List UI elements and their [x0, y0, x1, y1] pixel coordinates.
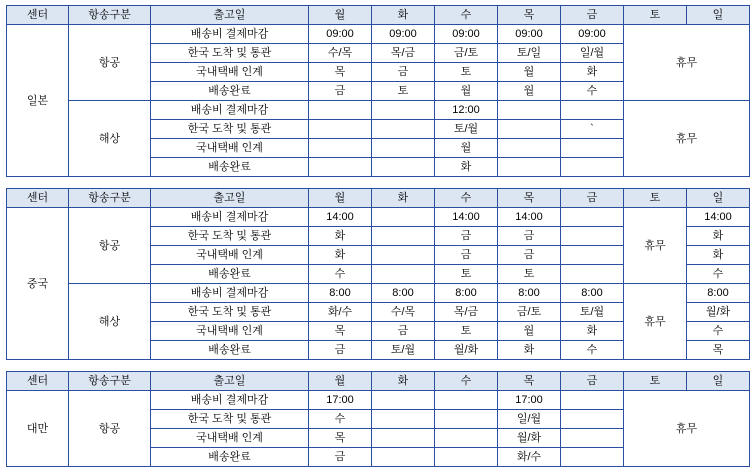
- cell-tue: 09:00: [372, 25, 435, 44]
- table-row: [7, 25, 750, 44]
- cell-fri: 수: [561, 341, 624, 360]
- cell-wed: [435, 429, 498, 448]
- header-tue: 화: [372, 372, 435, 391]
- header-thu: 목: [498, 189, 561, 208]
- cell-mon: 수/목: [309, 44, 372, 63]
- cell-mon: 목: [309, 322, 372, 341]
- schedule-table-japan: [6, 5, 750, 177]
- cell-tue: 수/목: [372, 303, 435, 322]
- header-sat: 토: [624, 372, 687, 391]
- header-center: 센터: [7, 189, 69, 208]
- row-label: 배송비 결제마감: [151, 25, 309, 44]
- saturday-holiday: 휴무: [624, 208, 687, 284]
- header-fri: 금: [561, 6, 624, 25]
- mode-label: 항공: [69, 391, 151, 467]
- cell-fri: 09:00: [561, 25, 624, 44]
- row-label: 한국 도착 및 통관: [151, 44, 309, 63]
- header-thu: 목: [498, 6, 561, 25]
- cell-wed: 금/토: [435, 44, 498, 63]
- header-center: 센터: [7, 6, 69, 25]
- cell-tue: [372, 265, 435, 284]
- cell-sun: 화: [687, 246, 750, 265]
- header-sun: 일: [687, 6, 750, 25]
- cell-thu: 14:00: [498, 208, 561, 227]
- cell-sun: 수: [687, 265, 750, 284]
- cell-mon: 수: [309, 410, 372, 429]
- header-mon: 월: [309, 6, 372, 25]
- cell-thu: 09:00: [498, 25, 561, 44]
- row-label: 배송완료: [151, 158, 309, 177]
- row-label: 한국 도착 및 통관: [151, 120, 309, 139]
- row-label: 배송완료: [151, 448, 309, 467]
- row-label: 배송비 결제마감: [151, 208, 309, 227]
- table-header-row: [7, 189, 750, 208]
- cell-mon: [309, 101, 372, 120]
- schedule-table-taiwan: [6, 371, 750, 467]
- header-mon: 월: [309, 189, 372, 208]
- cell-mon: 14:00: [309, 208, 372, 227]
- cell-sun: 14:00: [687, 208, 750, 227]
- cell-wed: 8:00: [435, 284, 498, 303]
- saturday-holiday: 휴무: [624, 284, 687, 360]
- cell-mon: 17:00: [309, 391, 372, 410]
- cell-mon: [309, 139, 372, 158]
- cell-tue: [372, 208, 435, 227]
- row-label: 배송완료: [151, 82, 309, 101]
- weekend-holiday: 휴무: [624, 101, 750, 177]
- cell-tue: 목/금: [372, 44, 435, 63]
- cell-fri: [561, 246, 624, 265]
- cell-wed: 금: [435, 246, 498, 265]
- cell-wed: [435, 391, 498, 410]
- cell-thu: 토/일: [498, 44, 561, 63]
- cell-tue: 8:00: [372, 284, 435, 303]
- table-header-row: [7, 372, 750, 391]
- cell-thu: 화/수: [498, 448, 561, 467]
- header-wed: 수: [435, 189, 498, 208]
- cell-wed: 목/금: [435, 303, 498, 322]
- center-label: 일본: [7, 25, 69, 177]
- table-row: [7, 101, 750, 120]
- header-mode: 항송구분: [69, 6, 151, 25]
- cell-fri: 수: [561, 82, 624, 101]
- cell-mon: 화: [309, 246, 372, 265]
- cell-wed: 금: [435, 227, 498, 246]
- cell-tue: [372, 448, 435, 467]
- cell-thu: 금/토: [498, 303, 561, 322]
- cell-sun: 수: [687, 322, 750, 341]
- cell-fri: [561, 448, 624, 467]
- cell-sun: 목: [687, 341, 750, 360]
- header-mode: 항송구분: [69, 189, 151, 208]
- row-label: 한국 도착 및 통관: [151, 410, 309, 429]
- row-label: 배송완료: [151, 265, 309, 284]
- cell-thu: 일/월: [498, 410, 561, 429]
- cell-wed: 12:00: [435, 101, 498, 120]
- cell-thu: 17:00: [498, 391, 561, 410]
- cell-fri: 토/월: [561, 303, 624, 322]
- cell-wed: 14:00: [435, 208, 498, 227]
- cell-tue: [372, 246, 435, 265]
- header-tue: 화: [372, 6, 435, 25]
- mode-label: 해상: [69, 101, 151, 177]
- cell-wed: 토/월: [435, 120, 498, 139]
- cell-fri: [561, 208, 624, 227]
- cell-sun: 화: [687, 227, 750, 246]
- header-fri: 금: [561, 372, 624, 391]
- cell-fri: [561, 158, 624, 177]
- cell-wed: 월: [435, 82, 498, 101]
- mode-label: 항공: [69, 208, 151, 284]
- header-wed: 수: [435, 6, 498, 25]
- cell-fri: 화: [561, 63, 624, 82]
- cell-thu: 금: [498, 246, 561, 265]
- header-tue: 화: [372, 189, 435, 208]
- cell-thu: 화: [498, 341, 561, 360]
- cell-tue: [372, 120, 435, 139]
- header-item: 출고일: [151, 189, 309, 208]
- cell-tue: 금: [372, 63, 435, 82]
- cell-mon: 목: [309, 429, 372, 448]
- row-label: 국내택배 인계: [151, 322, 309, 341]
- table-row: [7, 208, 750, 227]
- header-wed: 수: [435, 372, 498, 391]
- cell-mon: 8:00: [309, 284, 372, 303]
- cell-tue: [372, 410, 435, 429]
- cell-wed: 토: [435, 265, 498, 284]
- weekend-holiday: 휴무: [624, 25, 750, 101]
- weekend-holiday: 휴무: [624, 391, 750, 467]
- header-sat: 토: [624, 6, 687, 25]
- cell-mon: 목: [309, 63, 372, 82]
- row-label: 국내택배 인계: [151, 429, 309, 448]
- cell-mon: [309, 158, 372, 177]
- center-label: 대만: [7, 391, 69, 467]
- cell-mon: [309, 120, 372, 139]
- cell-mon: 화/수: [309, 303, 372, 322]
- cell-fri: [561, 139, 624, 158]
- cell-wed: 화: [435, 158, 498, 177]
- cell-thu: [498, 158, 561, 177]
- cell-wed: [435, 448, 498, 467]
- cell-wed: 월/화: [435, 341, 498, 360]
- row-label: 배송완료: [151, 341, 309, 360]
- mode-label: 해상: [69, 284, 151, 360]
- cell-mon: 09:00: [309, 25, 372, 44]
- mode-label: 항공: [69, 25, 151, 101]
- cell-fri: [561, 391, 624, 410]
- table-row: [7, 391, 750, 410]
- cell-thu: 금: [498, 227, 561, 246]
- cell-tue: [372, 429, 435, 448]
- cell-wed: 09:00: [435, 25, 498, 44]
- cell-wed: 월: [435, 139, 498, 158]
- header-item: 출고일: [151, 372, 309, 391]
- cell-thu: [498, 101, 561, 120]
- header-center: 센터: [7, 372, 69, 391]
- cell-thu: 월: [498, 82, 561, 101]
- cell-wed: [435, 410, 498, 429]
- cell-fri: [561, 265, 624, 284]
- cell-sun: 8:00: [687, 284, 750, 303]
- cell-tue: [372, 391, 435, 410]
- cell-thu: 월: [498, 63, 561, 82]
- row-label: 배송비 결제마감: [151, 101, 309, 120]
- cell-sun: 월/화: [687, 303, 750, 322]
- cell-tue: 금: [372, 322, 435, 341]
- row-label: 국내택배 인계: [151, 139, 309, 158]
- cell-mon: 금: [309, 341, 372, 360]
- header-fri: 금: [561, 189, 624, 208]
- cell-tue: [372, 101, 435, 120]
- cell-fri: [561, 101, 624, 120]
- cell-fri: [561, 429, 624, 448]
- cell-mon: 화: [309, 227, 372, 246]
- row-label: 한국 도착 및 통관: [151, 227, 309, 246]
- table-row: [7, 284, 750, 303]
- cell-thu: [498, 120, 561, 139]
- header-sun: 일: [687, 189, 750, 208]
- cell-thu: 월: [498, 322, 561, 341]
- row-label: 한국 도착 및 통관: [151, 303, 309, 322]
- table-header-row: [7, 6, 750, 25]
- cell-tue: [372, 227, 435, 246]
- cell-mon: 금: [309, 82, 372, 101]
- cell-fri: [561, 227, 624, 246]
- cell-tue: [372, 139, 435, 158]
- cell-thu: 토: [498, 265, 561, 284]
- cell-mon: 수: [309, 265, 372, 284]
- cell-wed: 토: [435, 322, 498, 341]
- header-mode: 항송구분: [69, 372, 151, 391]
- cell-fri: `: [561, 120, 624, 139]
- cell-fri: 화: [561, 322, 624, 341]
- cell-tue: 토: [372, 82, 435, 101]
- cell-thu: 8:00: [498, 284, 561, 303]
- row-label: 국내택배 인계: [151, 63, 309, 82]
- header-item: 출고일: [151, 6, 309, 25]
- cell-fri: 일/월: [561, 44, 624, 63]
- center-label: 중국: [7, 208, 69, 360]
- header-sun: 일: [687, 372, 750, 391]
- header-sat: 토: [624, 189, 687, 208]
- cell-fri: 8:00: [561, 284, 624, 303]
- cell-fri: [561, 410, 624, 429]
- cell-tue: 토/월: [372, 341, 435, 360]
- schedule-table-china: [6, 188, 750, 360]
- row-label: 국내택배 인계: [151, 246, 309, 265]
- row-label: 배송비 결제마감: [151, 284, 309, 303]
- header-thu: 목: [498, 372, 561, 391]
- header-mon: 월: [309, 372, 372, 391]
- cell-wed: 토: [435, 63, 498, 82]
- cell-tue: [372, 158, 435, 177]
- cell-mon: 금: [309, 448, 372, 467]
- row-label: 배송비 결제마감: [151, 391, 309, 410]
- cell-thu: 월/화: [498, 429, 561, 448]
- cell-thu: [498, 139, 561, 158]
